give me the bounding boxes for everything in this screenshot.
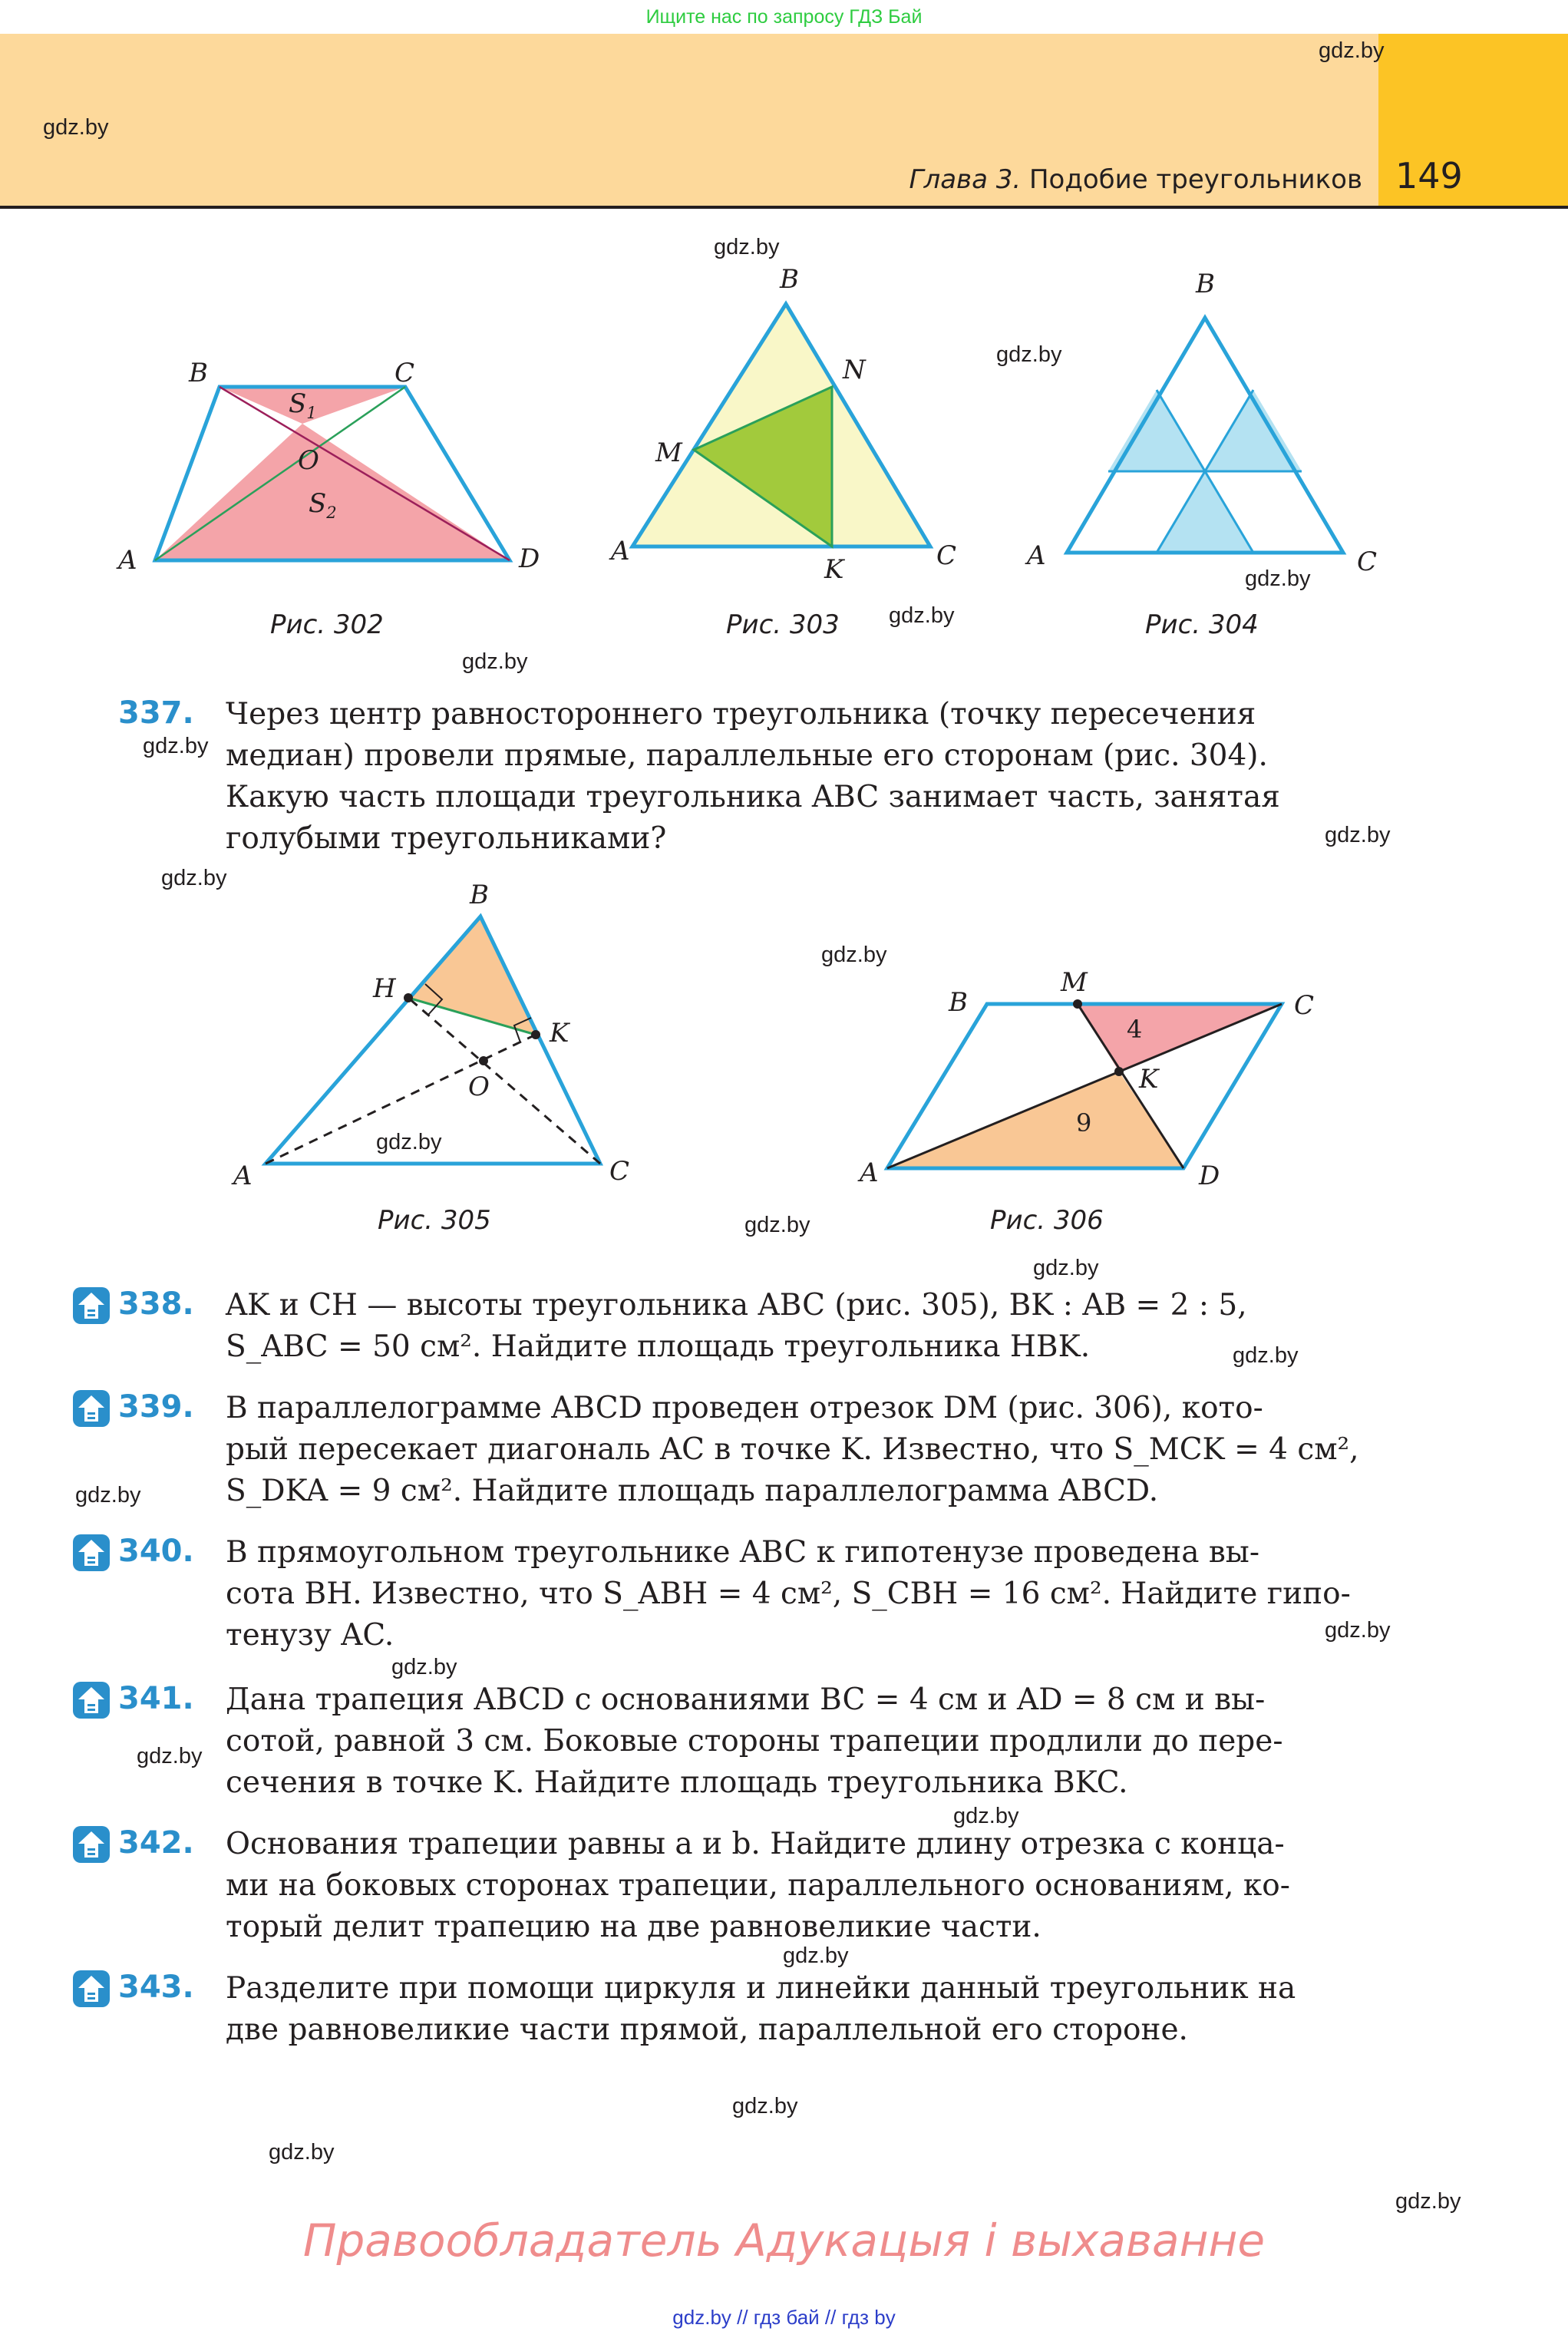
watermark: gdz.by [783, 1943, 849, 1968]
copyright-holder: Правообладатель Адукацыя і выхаванне [302, 2214, 1266, 2267]
watermark: gdz.by [714, 235, 780, 259]
label-a: A [233, 1161, 253, 1191]
label-o: O [298, 445, 319, 476]
header-divider [0, 206, 1568, 209]
point-o [479, 1056, 488, 1065]
point-m [1073, 999, 1082, 1009]
watermark: gdz.by [462, 649, 528, 674]
caption-303: Рис. 303 [726, 609, 840, 640]
problem-text: Разделите при помощи циркуля и линейки данный треугольник на две равновеликие части прямой, параллельной его стороне. [226, 1971, 1296, 2047]
problem-text: AK и CH — высоты треугольника ABC (рис. 305), BK : AB = 2 : 5, S_ABC = 50 см². Найдите площадь треугольника HBK. [226, 1288, 1247, 1364]
label-a: A [611, 536, 630, 566]
caption-306: Рис. 306 [990, 1205, 1104, 1236]
problem-number: 338. [118, 1286, 194, 1322]
watermark: gdz.by [889, 603, 955, 628]
problem-text: Дана трапеция ABCD с основаниями BC = 4 см и AD = 8 см и вы- сотой, равной 3 см. Боковые стороны трапеции продлили до пере- сечения в точке K. Найдите площадь треугольника BKC. [226, 1683, 1283, 1800]
point-k [1114, 1067, 1124, 1076]
chapter-title: Глава 3. Подобие треугольников [909, 164, 1362, 195]
problem-text: Через центр равностороннего треугольника (точку пересечения медиан) провели прямые, параллельные его сторонам (рис. 304). Какую часть площади треугольника ABC занимает часть, занятая голубыми треугольниками? [226, 697, 1280, 856]
homework-icon [72, 1389, 111, 1428]
figure-305 [246, 890, 660, 1182]
watermark: gdz.by [1319, 38, 1385, 63]
label-s1: $S_1$ [289, 388, 317, 422]
problem-text: В прямоугольном треугольнике ABC к гипотенузе проведена вы- сота BH. Известно, что S_ABH = 4 см², S_CBH = 16 см². Найдите гипо- тенузу AC. [226, 1535, 1351, 1653]
homework-icon [72, 1286, 111, 1325]
label-a: A [860, 1157, 879, 1188]
triangle-mck [1078, 1004, 1282, 1072]
problem-number: 339. [118, 1389, 194, 1425]
caption-304: Рис. 304 [1145, 609, 1259, 640]
label-h: H [373, 973, 396, 1004]
label-a: A [118, 545, 137, 576]
watermark: gdz.by [1233, 1343, 1299, 1368]
label-b: B [780, 264, 799, 295]
page-number: 149 [1395, 155, 1463, 196]
watermark: gdz.by [391, 1655, 457, 1679]
problem-number: 343. [118, 1970, 194, 2005]
label-b: B [949, 987, 968, 1018]
watermark: gdz.by [161, 866, 227, 890]
watermark: gdz.by [1325, 1618, 1391, 1643]
watermark: gdz.by [732, 2094, 798, 2118]
label-c: C [609, 1156, 630, 1187]
watermark: gdz.by [953, 1804, 1019, 1828]
blue-triangle [1157, 471, 1253, 553]
watermark: gdz.by [1325, 823, 1391, 847]
watermark: gdz.by [996, 342, 1062, 367]
label-n: N [843, 355, 866, 385]
altitude-ak [266, 1035, 536, 1164]
label-b: B [1196, 269, 1215, 299]
footer-links[interactable]: gdz.by // гдз бай // гдз by [672, 2306, 896, 2329]
homework-icon [72, 1534, 111, 1572]
label-m: M [655, 438, 682, 468]
watermark: gdz.by [376, 1130, 442, 1154]
label-o: O [468, 1072, 490, 1102]
problem-number: 340. [118, 1534, 194, 1569]
homework-icon [72, 1825, 111, 1864]
point-h [404, 993, 413, 1002]
label-b: B [470, 880, 489, 910]
watermark: gdz.by [1395, 2189, 1461, 2214]
watermark: gdz.by [137, 1744, 203, 1768]
label-c: C [1294, 990, 1315, 1021]
watermark: gdz.by [1033, 1256, 1099, 1280]
figure-304 [1044, 292, 1366, 568]
label-a: A [1027, 540, 1046, 571]
caption-302: Рис. 302 [270, 609, 384, 640]
homework-icon [72, 1970, 111, 2008]
figure-302 [115, 353, 545, 583]
watermark: gdz.by [1245, 566, 1311, 591]
label-c: C [1357, 547, 1378, 577]
watermark: gdz.by [744, 1213, 810, 1237]
label-s2: $S_2$ [309, 488, 337, 522]
label-k: K [824, 554, 844, 585]
figure-306 [867, 982, 1297, 1190]
watermark: gdz.by [821, 943, 887, 967]
problem-text: В параллелограмме ABCD проведен отрезок DM (рис. 306), кото- рый пересекает диагональ AC в точке K. Известно, что S_MCK = 4 см², S_DKA = 9 см². Найдите площадь параллелограмма ABCD. [226, 1391, 1359, 1508]
caption-305: Рис. 305 [378, 1205, 491, 1236]
point-k [531, 1030, 540, 1039]
area-label-9: 9 [1076, 1108, 1092, 1138]
problem-text: Основания трапеции равны a и b. Найдите длину отрезка с конца- ми на боковых сторонах трапеции, параллельного основаниям, ко- торый делит трапецию на две равновеликие части. [226, 1827, 1290, 1944]
problem-number: 342. [118, 1825, 194, 1861]
label-c: C [936, 540, 957, 571]
label-b: B [189, 358, 208, 388]
label-m: M [1061, 967, 1088, 998]
watermark: gdz.by [43, 115, 109, 140]
figure-303 [599, 284, 967, 568]
watermark: gdz.by [269, 2140, 335, 2165]
watermark: gdz.by [143, 734, 209, 758]
problem-number: 337. [118, 695, 194, 731]
homework-icon [72, 1681, 111, 1719]
problem-number: 341. [118, 1681, 194, 1716]
label-c: C [394, 358, 415, 388]
label-k: K [550, 1018, 569, 1048]
area-label-4: 4 [1127, 1015, 1143, 1044]
top-banner: Ищите нас по запросу ГДЗ Бай [645, 6, 923, 28]
label-d: D [1199, 1161, 1220, 1191]
label-d: D [519, 543, 540, 574]
watermark: gdz.by [75, 1483, 141, 1507]
label-k: K [1139, 1064, 1159, 1095]
